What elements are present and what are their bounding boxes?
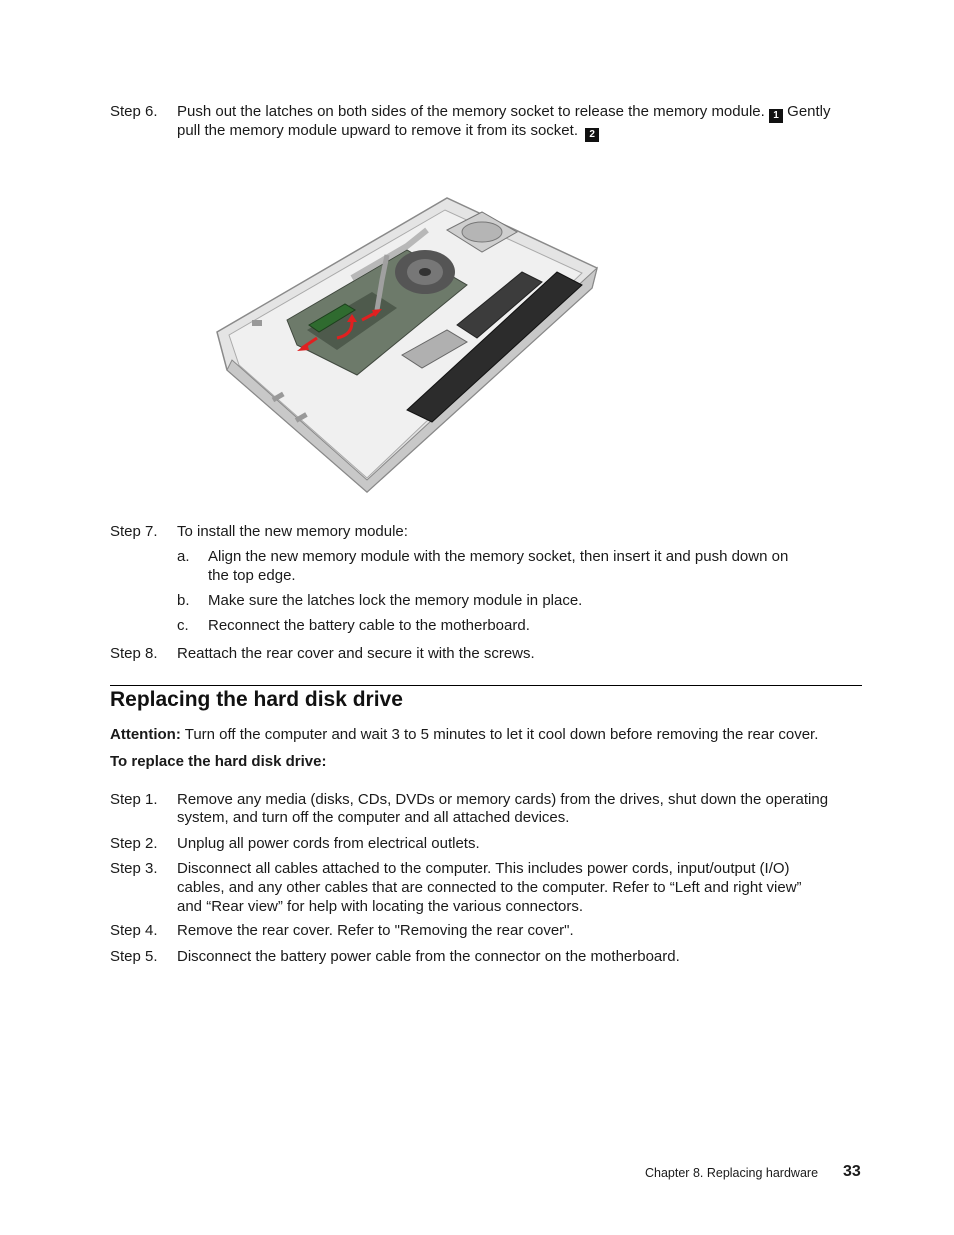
step-7-text: To install the new memory module: [177,523,408,540]
hdd-step-2-line1: Unplug all power cords from electrical outlets. [177,835,480,852]
footer-chapter: Chapter 8. Replacing hardware [645,1166,819,1180]
hdd-step-5-label: Step 5. [110,948,158,965]
step-8-label: Step 8. [110,645,158,662]
step-6-line2: pull the memory module upward to remove it from its socket. [177,122,578,139]
hdd-step-3-label: Step 3. [110,860,158,877]
hdd-step-4-label: Step 4. [110,922,158,939]
step-6-line1-tail: Gently [787,103,831,120]
hdd-step-4-line1: Remove the rear cover. Refer to "Removing the rear cover". [177,922,574,939]
step-6-label: Step 6. [110,103,158,120]
step-6-text [177,102,831,123]
step-6-line2-wrap [177,121,599,142]
substep-c-text: Reconnect the battery cable to the motherboard. [208,617,530,634]
substep-a-label: a. [177,548,190,565]
attention-note [110,725,818,744]
attention-label: Attention: [110,726,181,743]
computer-chassis-drawing [177,160,637,510]
substep-c-label: c. [177,617,189,634]
memory-removal-illustration [177,160,637,510]
hdd-step-2-label: Step 2. [110,835,158,852]
hdd-step-3-line2: cables, and any other cables that are connected to the computer. Refer to “Left and right view” [177,879,802,896]
hdd-step-1-line1: Remove any media (disks, CDs, DVDs or memory cards) from the drives, shut down the operating [177,791,829,808]
hdd-step-3-line1: Disconnect all cables attached to the computer. This includes power cords, input/output (I/O) [177,860,790,877]
section-title: Replacing the hard disk drive [110,688,403,711]
hdd-step-1-line2: system, and turn off the computer and all attached devices. [177,809,570,826]
hdd-step-5-line1: Disconnect the battery power cable from the connector on the motherboard. [177,948,680,965]
substep-a-line2: the top edge. [208,567,296,584]
step-7-label: Step 7. [110,523,158,540]
attention-text: Turn off the computer and wait 3 to 5 minutes to let it cool down before removing the rear cover. [184,726,819,743]
substep-a-line1: Align the new memory module with the memory socket, then insert it and push down on [208,548,789,565]
hdd-step-3-line3: and “Rear view” for help with locating the various connectors. [177,898,584,915]
callout-badge-2: 2 [585,128,599,142]
page-number: 33 [843,1163,861,1180]
substep-b-label: b. [177,592,190,609]
step-6-line1: Push out the latches on both sides of the memory socket to release the memory module. [177,103,765,120]
callout-badge-1: 1 [769,109,783,123]
section-divider [110,685,862,686]
substep-b-text: Make sure the latches lock the memory module in place. [208,592,583,609]
step-8-text: Reattach the rear cover and secure it with the screws. [177,645,535,662]
procedure-title: To replace the hard disk drive: [110,753,327,770]
hdd-step-1-label: Step 1. [110,791,158,808]
